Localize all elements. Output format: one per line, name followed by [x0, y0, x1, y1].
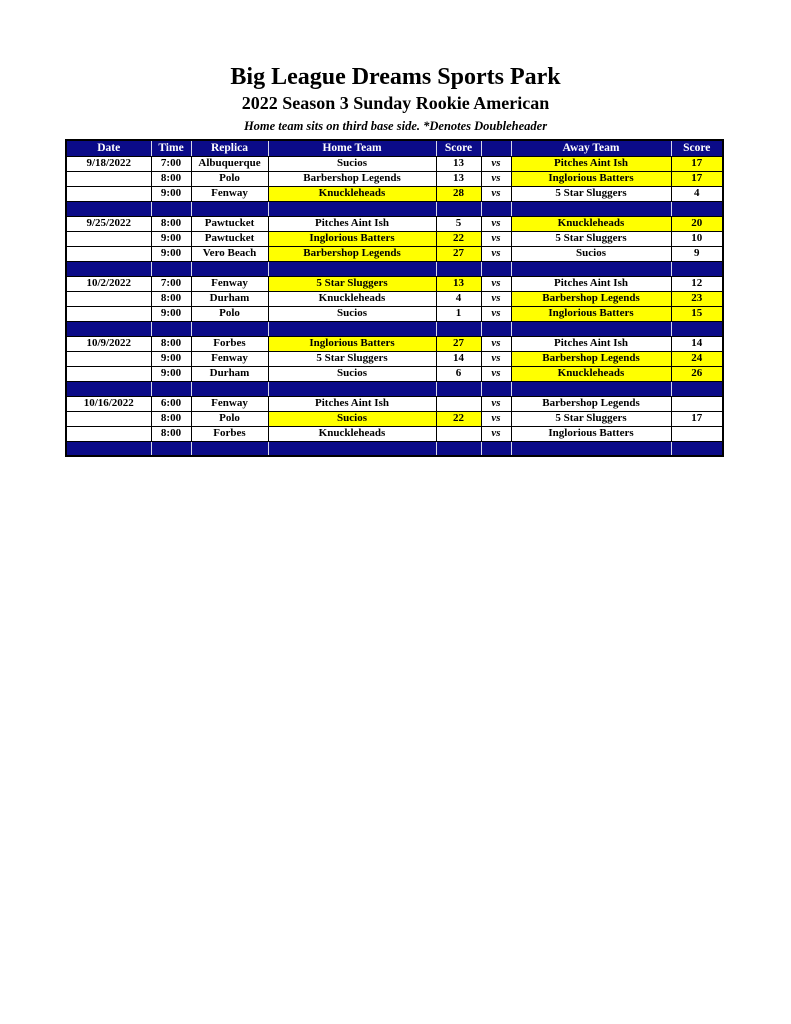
- date-cell: [66, 291, 151, 306]
- column-header-away-score: Score: [671, 140, 723, 156]
- separator-row: [66, 321, 723, 336]
- time-cell: 9:00: [151, 366, 191, 381]
- table-row: [66, 231, 723, 246]
- separator-cell: [481, 381, 511, 396]
- home-score-cell: 28: [436, 186, 481, 201]
- replica-cell: Forbes: [191, 336, 268, 351]
- away-team-cell: Knuckleheads: [511, 366, 671, 381]
- vs-cell: vs: [481, 336, 511, 351]
- vs-cell: vs: [481, 426, 511, 441]
- vs-cell: vs: [481, 171, 511, 186]
- replica-cell: Durham: [191, 291, 268, 306]
- separator-cell: [151, 321, 191, 336]
- home-team-cell: Inglorious Batters: [268, 336, 436, 351]
- separator-cell: [511, 201, 671, 216]
- vs-cell: vs: [481, 216, 511, 231]
- table-row: [66, 276, 723, 291]
- away-score-cell: 9: [671, 246, 723, 261]
- separator-cell: [151, 201, 191, 216]
- away-score-cell: 24: [671, 351, 723, 366]
- replica-cell: Fenway: [191, 276, 268, 291]
- separator-cell: [268, 381, 436, 396]
- time-cell: 9:00: [151, 306, 191, 321]
- separator-cell: [66, 321, 151, 336]
- vs-cell: vs: [481, 186, 511, 201]
- away-team-cell: Pitches Aint Ish: [511, 156, 671, 171]
- away-team-cell: 5 Star Sluggers: [511, 186, 671, 201]
- separator-cell: [511, 441, 671, 456]
- time-cell: 8:00: [151, 171, 191, 186]
- separator-cell: [436, 441, 481, 456]
- home-score-cell: 4: [436, 291, 481, 306]
- away-team-cell: Pitches Aint Ish: [511, 276, 671, 291]
- home-score-cell: 13: [436, 156, 481, 171]
- vs-cell: vs: [481, 291, 511, 306]
- table-row: [66, 246, 723, 261]
- table-row: [66, 336, 723, 351]
- separator-cell: [268, 441, 436, 456]
- replica-cell: Durham: [191, 366, 268, 381]
- home-score-cell: 27: [436, 336, 481, 351]
- page-title: Big League Dreams Sports Park: [230, 64, 561, 90]
- separator-cell: [481, 441, 511, 456]
- home-team-cell: Sucios: [268, 306, 436, 321]
- home-team-cell: Barbershop Legends: [268, 246, 436, 261]
- page-note: Home team sits on third base side. *Denotes Doubleheader: [243, 119, 548, 133]
- separator-cell: [191, 201, 268, 216]
- page-header: [0, 64, 791, 134]
- time-cell: 9:00: [151, 186, 191, 201]
- vs-cell: vs: [481, 411, 511, 426]
- replica-cell: Pawtucket: [191, 231, 268, 246]
- home-team-cell: Inglorious Batters: [268, 231, 436, 246]
- replica-cell: Forbes: [191, 426, 268, 441]
- replica-cell: Pawtucket: [191, 216, 268, 231]
- away-team-cell: Knuckleheads: [511, 216, 671, 231]
- schedule-table: [65, 139, 724, 457]
- table-row: [66, 366, 723, 381]
- separator-row: [66, 261, 723, 276]
- table-row: [66, 171, 723, 186]
- away-score-cell: 26: [671, 366, 723, 381]
- away-team-cell: Barbershop Legends: [511, 396, 671, 411]
- column-header-home-team: Home Team: [268, 140, 436, 156]
- time-cell: 9:00: [151, 231, 191, 246]
- column-header-date: Date: [66, 140, 151, 156]
- home-score-cell: 13: [436, 276, 481, 291]
- separator-cell: [511, 381, 671, 396]
- away-team-cell: 5 Star Sluggers: [511, 231, 671, 246]
- separator-cell: [671, 381, 723, 396]
- replica-cell: Fenway: [191, 351, 268, 366]
- separator-row: [66, 441, 723, 456]
- home-team-cell: Sucios: [268, 366, 436, 381]
- separator-cell: [511, 321, 671, 336]
- time-cell: 7:00: [151, 276, 191, 291]
- vs-cell: vs: [481, 351, 511, 366]
- vs-cell: vs: [481, 366, 511, 381]
- separator-row: [66, 381, 723, 396]
- time-cell: 8:00: [151, 291, 191, 306]
- away-score-cell: 17: [671, 156, 723, 171]
- table-row: [66, 396, 723, 411]
- separator-cell: [436, 321, 481, 336]
- table-row: [66, 411, 723, 426]
- vs-cell: vs: [481, 156, 511, 171]
- date-cell: [66, 366, 151, 381]
- date-cell: 10/2/2022: [66, 276, 151, 291]
- header-row: [66, 140, 723, 156]
- time-cell: 7:00: [151, 156, 191, 171]
- separator-cell: [191, 321, 268, 336]
- table-row: [66, 216, 723, 231]
- time-cell: 8:00: [151, 426, 191, 441]
- away-team-cell: Inglorious Batters: [511, 426, 671, 441]
- separator-cell: [268, 261, 436, 276]
- column-header-replica: Replica: [191, 140, 268, 156]
- column-header-vs: [481, 140, 511, 156]
- replica-cell: Polo: [191, 171, 268, 186]
- home-team-cell: Sucios: [268, 411, 436, 426]
- away-team-cell: Inglorious Batters: [511, 306, 671, 321]
- separator-cell: [191, 441, 268, 456]
- replica-cell: Fenway: [191, 396, 268, 411]
- replica-cell: Albuquerque: [191, 156, 268, 171]
- home-team-cell: Sucios: [268, 156, 436, 171]
- home-score-cell: 6: [436, 366, 481, 381]
- separator-cell: [436, 381, 481, 396]
- home-score-cell: 13: [436, 171, 481, 186]
- separator-cell: [671, 261, 723, 276]
- away-team-cell: Pitches Aint Ish: [511, 336, 671, 351]
- separator-cell: [671, 201, 723, 216]
- separator-cell: [151, 441, 191, 456]
- separator-cell: [671, 441, 723, 456]
- column-header-time: Time: [151, 140, 191, 156]
- away-team-cell: Inglorious Batters: [511, 171, 671, 186]
- home-score-cell: 22: [436, 231, 481, 246]
- separator-cell: [436, 261, 481, 276]
- column-header-home-score: Score: [436, 140, 481, 156]
- separator-cell: [191, 261, 268, 276]
- time-cell: 8:00: [151, 411, 191, 426]
- vs-cell: vs: [481, 231, 511, 246]
- away-team-cell: 5 Star Sluggers: [511, 411, 671, 426]
- replica-cell: Fenway: [191, 186, 268, 201]
- date-cell: [66, 351, 151, 366]
- time-cell: 8:00: [151, 336, 191, 351]
- date-cell: 9/18/2022: [66, 156, 151, 171]
- date-cell: 9/25/2022: [66, 216, 151, 231]
- separator-cell: [151, 261, 191, 276]
- home-team-cell: Pitches Aint Ish: [268, 396, 436, 411]
- table-row: [66, 351, 723, 366]
- separator-cell: [481, 201, 511, 216]
- away-team-cell: Sucios: [511, 246, 671, 261]
- away-score-cell: 15: [671, 306, 723, 321]
- separator-row: [66, 201, 723, 216]
- away-score-cell: 20: [671, 216, 723, 231]
- home-team-cell: Barbershop Legends: [268, 171, 436, 186]
- away-score-cell: 17: [671, 411, 723, 426]
- home-score-cell: [436, 426, 481, 441]
- away-score-cell: 12: [671, 276, 723, 291]
- home-score-cell: 5: [436, 216, 481, 231]
- separator-cell: [66, 261, 151, 276]
- home-team-cell: 5 Star Sluggers: [268, 351, 436, 366]
- replica-cell: Polo: [191, 306, 268, 321]
- vs-cell: vs: [481, 306, 511, 321]
- home-score-cell: 1: [436, 306, 481, 321]
- table-row: [66, 306, 723, 321]
- date-cell: [66, 231, 151, 246]
- date-cell: [66, 246, 151, 261]
- time-cell: 8:00: [151, 216, 191, 231]
- away-score-cell: 17: [671, 171, 723, 186]
- separator-cell: [511, 261, 671, 276]
- table-row: [66, 291, 723, 306]
- home-score-cell: 14: [436, 351, 481, 366]
- replica-cell: Vero Beach: [191, 246, 268, 261]
- home-team-cell: Knuckleheads: [268, 291, 436, 306]
- home-team-cell: Pitches Aint Ish: [268, 216, 436, 231]
- table-row: [66, 186, 723, 201]
- separator-cell: [671, 321, 723, 336]
- away-team-cell: Barbershop Legends: [511, 291, 671, 306]
- vs-cell: vs: [481, 396, 511, 411]
- separator-cell: [268, 321, 436, 336]
- separator-cell: [268, 201, 436, 216]
- away-score-cell: 10: [671, 231, 723, 246]
- away-score-cell: [671, 396, 723, 411]
- separator-cell: [66, 441, 151, 456]
- vs-cell: vs: [481, 276, 511, 291]
- time-cell: 6:00: [151, 396, 191, 411]
- date-cell: [66, 171, 151, 186]
- home-score-cell: 27: [436, 246, 481, 261]
- home-score-cell: [436, 396, 481, 411]
- date-cell: 10/16/2022: [66, 396, 151, 411]
- time-cell: 9:00: [151, 246, 191, 261]
- away-team-cell: Barbershop Legends: [511, 351, 671, 366]
- date-cell: [66, 186, 151, 201]
- time-cell: 9:00: [151, 351, 191, 366]
- date-cell: [66, 411, 151, 426]
- separator-cell: [481, 321, 511, 336]
- separator-cell: [191, 381, 268, 396]
- home-team-cell: 5 Star Sluggers: [268, 276, 436, 291]
- page-subtitle: 2022 Season 3 Sunday Rookie American: [241, 93, 550, 113]
- table-row: [66, 426, 723, 441]
- away-score-cell: 4: [671, 186, 723, 201]
- table-row: [66, 156, 723, 171]
- separator-cell: [436, 201, 481, 216]
- away-score-cell: 14: [671, 336, 723, 351]
- separator-cell: [481, 261, 511, 276]
- separator-cell: [66, 201, 151, 216]
- separator-cell: [151, 381, 191, 396]
- home-team-cell: Knuckleheads: [268, 426, 436, 441]
- column-header-away-team: Away Team: [511, 140, 671, 156]
- date-cell: [66, 306, 151, 321]
- away-score-cell: [671, 426, 723, 441]
- date-cell: [66, 426, 151, 441]
- separator-cell: [66, 381, 151, 396]
- away-score-cell: 23: [671, 291, 723, 306]
- date-cell: 10/9/2022: [66, 336, 151, 351]
- vs-cell: vs: [481, 246, 511, 261]
- home-score-cell: 22: [436, 411, 481, 426]
- home-team-cell: Knuckleheads: [268, 186, 436, 201]
- replica-cell: Polo: [191, 411, 268, 426]
